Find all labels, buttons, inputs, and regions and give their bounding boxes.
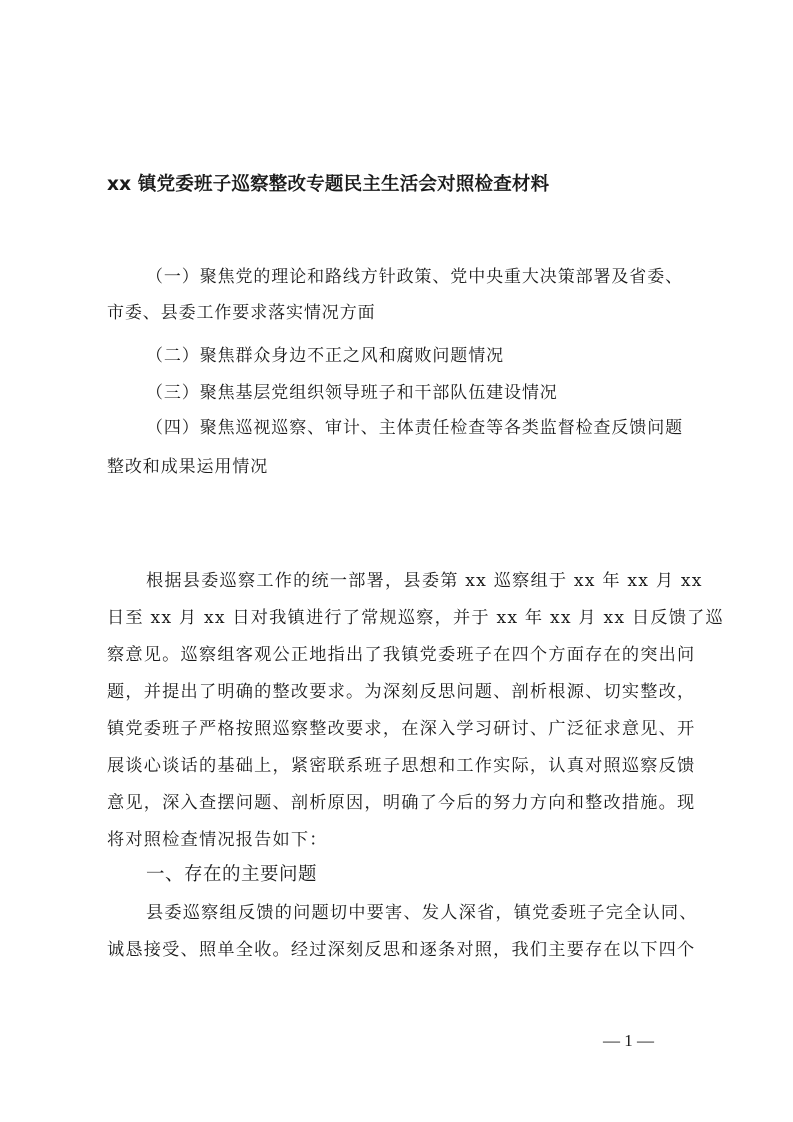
intro-line-5: 镇党委班子严格按照巡察整改要求，在深入学习研讨、广泛征求意见、开	[107, 719, 696, 739]
focus-item-1-line-1: （一）聚焦党的理论和路线方针政策、党中央重大决策部署及省委、	[146, 267, 683, 287]
section-line-1: 县委巡察组反馈的问题切中要害、发人深省，镇党委班子完全认同、	[146, 903, 698, 923]
section-heading: 一、存在的主要问题	[146, 864, 318, 885]
focus-item-3: （三）聚焦基层党组织领导班子和干部队伍建设情况	[146, 383, 558, 403]
document-title: xx 镇党委班子巡察整改专题民主生活会对照检查材料	[107, 174, 550, 195]
focus-item-1-line-2: 市委、县委工作要求落实情况方面	[107, 303, 376, 323]
focus-item-2: （二）聚焦群众身边不正之风和腐败问题情况	[146, 346, 504, 366]
intro-line-3: 察意见。巡察组客观公正地指出了我镇党委班子在四个方面存在的突出问	[107, 645, 696, 665]
intro-line-6: 展谈心谈话的基础上，紧密联系班子思想和工作实际，认真对照巡察反馈	[107, 756, 696, 776]
intro-line-4: 题，并提出了明确的整改要求。为深刻反思问题、剖析根源、切实整改，	[107, 682, 696, 702]
section-line-2: 诚恳接受、照单全收。经过深刻反思和逐条对照，我们主要存在以下四个	[107, 940, 696, 960]
page-number: — 1 —	[603, 1031, 654, 1050]
intro-line-7: 意见，深入查摆问题、剖析原因，明确了今后的努力方向和整改措施。现	[107, 793, 696, 813]
intro-line-8: 将对照检查情况报告如下：	[107, 830, 328, 850]
focus-item-4-line-2: 整改和成果运用情况	[107, 457, 269, 477]
intro-line-2: 日至 xx 月 xx 日对我镇进行了常规巡察，并于 xx 年 xx 月 xx 日反馈了巡	[107, 608, 724, 628]
intro-line-1: 根据县委巡察工作的统一部署，县委第 xx 巡察组于 xx 年 xx 月 xx	[146, 571, 703, 591]
focus-item-4-line-1: （四）聚焦巡视巡察、审计、主体责任检查等各类监督检查反馈问题	[146, 418, 683, 438]
